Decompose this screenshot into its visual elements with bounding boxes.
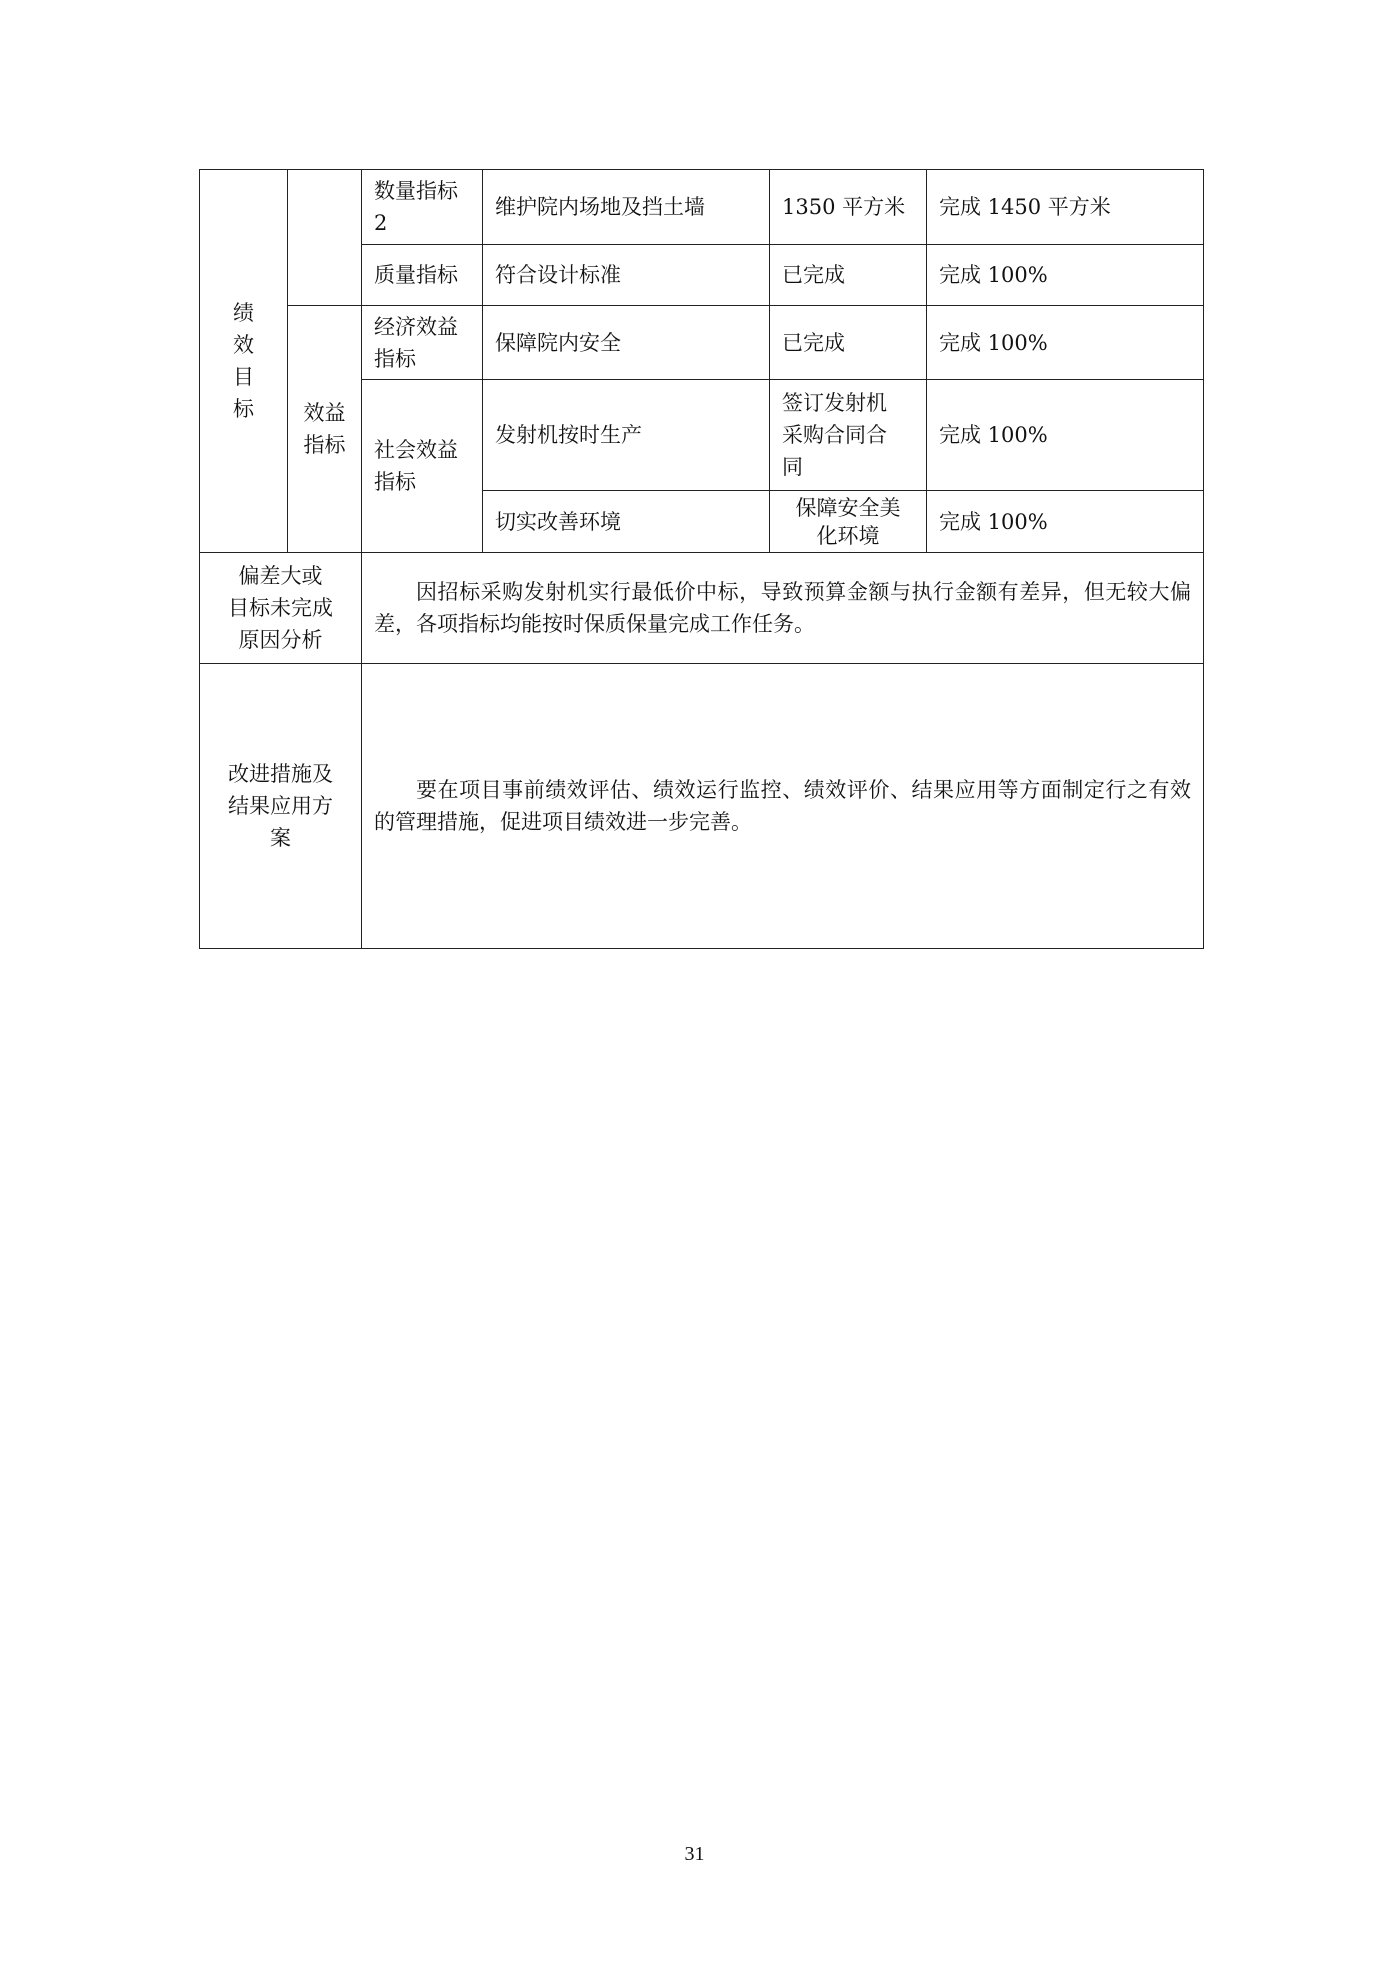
table-row bbox=[200, 306, 1204, 380]
table-row bbox=[200, 664, 1204, 949]
content-cell: 保障院内安全 bbox=[483, 306, 770, 380]
benefit-label-cell: 效益 指标 bbox=[288, 306, 362, 553]
goal-label-char: 绩 bbox=[233, 301, 254, 325]
indicator-cell: 经济效益 指标 bbox=[362, 306, 483, 380]
actual-cell: 完成 1450 平方米 bbox=[927, 170, 1204, 245]
content-cell: 符合设计标准 bbox=[483, 245, 770, 306]
improve-label-cell: 改进措施及 结果应用方 案 bbox=[200, 664, 362, 949]
actual-cell: 完成 100% bbox=[927, 491, 1204, 553]
table-row bbox=[200, 553, 1204, 664]
improve-text-cell: 要在项目事前绩效评估、绩效运行监控、绩效评价、结果应用等方面制定行之有效的管理措施，促进项目绩效进一步完善。 bbox=[362, 664, 1204, 949]
target-cell: 已完成 bbox=[770, 306, 927, 380]
indicator-cell: 社会效益 指标 bbox=[362, 380, 483, 553]
content-cell: 维护院内场地及挡土墙 bbox=[483, 170, 770, 245]
actual-cell: 完成 100% bbox=[927, 245, 1204, 306]
target-cell: 1350 平方米 bbox=[770, 170, 927, 245]
actual-cell: 完成 100% bbox=[927, 380, 1204, 491]
goal-label-char: 目 bbox=[233, 365, 254, 389]
target-cell: 已完成 bbox=[770, 245, 927, 306]
deviation-label-cell: 偏差大或 目标未完成 原因分析 bbox=[200, 553, 362, 664]
content-cell: 发射机按时生产 bbox=[483, 380, 770, 491]
goal-label-char: 效 bbox=[233, 333, 254, 357]
deviation-text-cell: 因招标采购发射机实行最低价中标，导致预算金额与执行金额有差异，但无较大偏差，各项指标均能按时保质保量完成工作任务。 bbox=[362, 553, 1204, 664]
target-cell: 签订发射机 采购合同合 同 bbox=[770, 380, 927, 491]
indicator-cell: 质量指标 bbox=[362, 245, 483, 306]
performance-table bbox=[199, 169, 1204, 949]
table-row bbox=[200, 170, 1204, 245]
content-cell: 切实改善环境 bbox=[483, 491, 770, 553]
goal-label-cell bbox=[200, 170, 288, 553]
goal-label-char: 标 bbox=[233, 397, 254, 421]
empty-category-cell bbox=[288, 170, 362, 306]
actual-cell: 完成 100% bbox=[927, 306, 1204, 380]
indicator-cell: 数量指标 2 bbox=[362, 170, 483, 245]
target-cell: 保障安全美 化环境 bbox=[770, 491, 927, 553]
page-number: 31 bbox=[684, 1843, 705, 1865]
